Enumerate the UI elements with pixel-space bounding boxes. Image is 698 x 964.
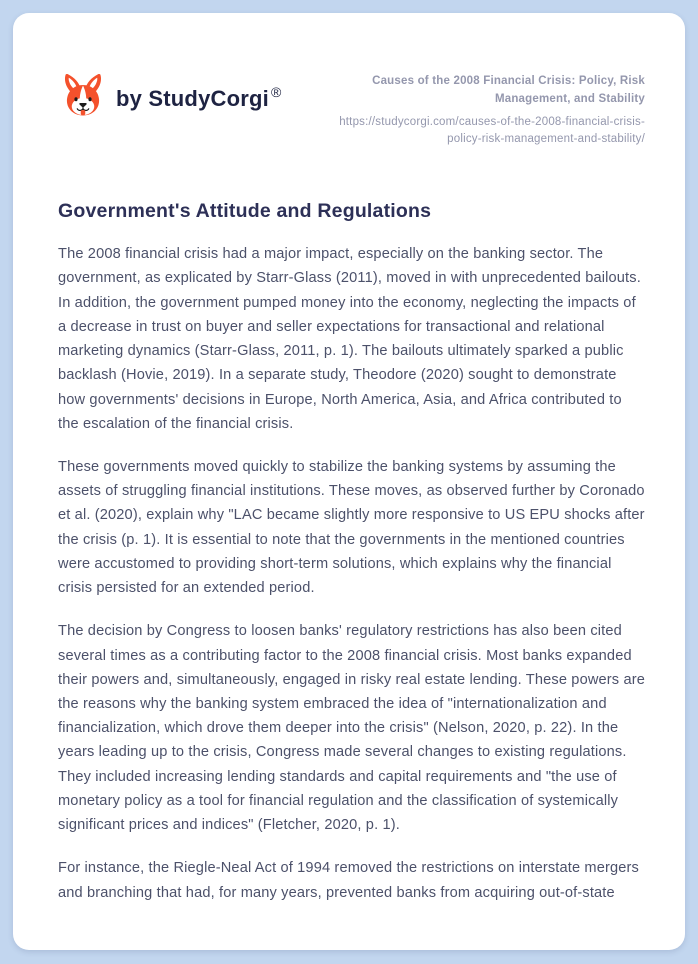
paragraph-4: For instance, the Riegle-Neal Act of 1994 removed the restrictions on interstate mergers and branching that had, for many years, prevented banks from acquiring out-of-state — [58, 860, 640, 901]
corgi-logo-icon — [58, 70, 108, 126]
document-title: Causes of the 2008 Financial Crisis: Policy, Risk Management, and Stability — [372, 75, 645, 105]
paragraph-1: The 2008 financial crisis had a major impact, especially on the banking sector. The government, as explicated by Starr-Glass (2011), moved in with unprecedented bailouts. In addition, the government pumped money into the economy, neglecting the impacts of a decrease in trust on buyer and seller expectations for transactional and relational marketing dynamics (Starr-Glass, 2011, p. 1). The bailouts ultimately sparked a public backlash (Hovie, 2019). In a separate study, Theodore (2020) sought to demonstrate how governments' decisions in Europe, North America, Asia, and Africa contributed to the escalation of the financial crisis. — [58, 246, 641, 432]
document-meta — [333, 73, 645, 149]
studycorgi-brand — [58, 70, 281, 126]
paragraph-2: These governments moved quickly to stabilize the banking systems by assuming the assets of struggling financial institutions. These moves, as observed further by Coronado et al. (2020), explain why "LAC became slightly more responsive to US EPU shocks after the crisis (p. 1). It is essential to note that the governments in the mentioned countries were accustomed to providing short-term solutions, which explains why the financial crisis persisted for an extended period. — [58, 459, 645, 597]
section-heading: Government's Attitude and Regulations — [58, 200, 432, 223]
paragraph-3: The decision by Congress to loosen banks' regulatory restrictions has also been cited several times as a contributing factor to the 2008 financial crisis. Most banks expanded their powers and, simultaneously, engaged in risky real estate lending. These powers are the reasons why the banking system embraced the idea of "internationalization and financialization, which drove them deeper into the crisis" (Nelson, 2020, p. 22). In the years leading up to the crisis, Congress made several changes to existing regulations. They included increasing lending standards and capital requirements and "the use of monetary policy as a tool for financial regulation and the classification of systemically significant prices and indices" (Fletcher, 2020, p. 1). — [58, 623, 646, 834]
document-page-card — [13, 13, 685, 950]
document-header — [13, 13, 685, 149]
article-body — [13, 200, 685, 904]
document-source-url: https://studycorgi.com/causes-of-the-2008-financial-crisis-policy-risk-management-and-stability/ — [339, 115, 645, 146]
registered-trademark-symbol: ® — [270, 84, 282, 100]
brand-name: by StudyCorgi ® — [116, 84, 282, 111]
